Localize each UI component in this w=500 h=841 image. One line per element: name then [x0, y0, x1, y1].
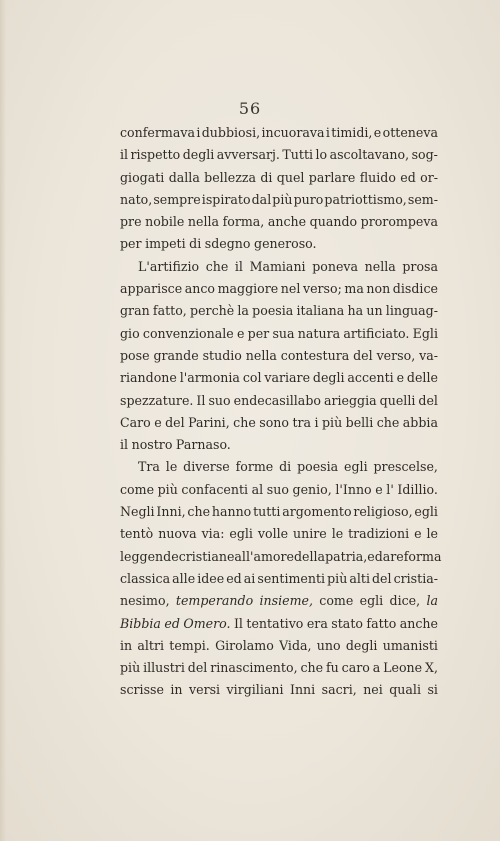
word: Girolamo: [215, 637, 274, 653]
word: degli: [312, 370, 345, 386]
word: poesia: [252, 303, 294, 319]
word: anche: [399, 615, 438, 631]
word: perchè: [190, 303, 235, 319]
word: patria,: [325, 548, 368, 564]
word: suo: [266, 481, 289, 497]
word: dalla: [168, 169, 200, 185]
word: quelli: [379, 392, 416, 408]
word: linguag-: [385, 303, 438, 319]
word: disdice: [392, 281, 438, 297]
word: alti: [349, 570, 370, 586]
text-line: [120, 546, 442, 568]
word: del: [187, 660, 208, 676]
word: le: [331, 526, 344, 542]
word: che: [187, 504, 211, 520]
word: il: [234, 258, 243, 274]
word: variare: [264, 370, 311, 386]
word: Inni,: [156, 504, 186, 520]
word: le: [426, 526, 438, 542]
word: spezzature.: [120, 392, 194, 408]
word: riandone: [120, 370, 177, 386]
word: e: [373, 125, 382, 140]
word: patriottismo,: [324, 191, 407, 207]
word: si: [427, 682, 438, 698]
word: sempre: [153, 191, 201, 207]
word: tra: [292, 414, 312, 430]
text-line: [120, 613, 438, 635]
word: quali: [389, 682, 421, 698]
word: endecasillabo: [233, 392, 321, 408]
word: rinascimento,: [210, 660, 298, 676]
word: fu: [325, 660, 339, 676]
word: che: [300, 660, 324, 676]
word: degli: [182, 147, 215, 163]
word: era: [306, 615, 328, 631]
word: come: [120, 481, 155, 497]
word: prescelse,: [373, 459, 438, 475]
word: la: [237, 303, 249, 319]
text-line: [120, 211, 438, 233]
word: forma,: [222, 214, 265, 230]
word: Parini,: [188, 414, 230, 430]
word: in: [170, 682, 183, 698]
word: Omero.: [183, 615, 231, 631]
word: in: [120, 637, 133, 653]
word: e: [414, 526, 422, 542]
word: nella: [364, 258, 396, 274]
word: hanno: [211, 504, 252, 520]
word: uno: [316, 637, 341, 653]
word: verso;: [302, 281, 342, 297]
word: tempi.: [169, 637, 210, 653]
word: temperando: [175, 593, 254, 609]
word: contestura: [280, 347, 350, 363]
word: rispetto: [130, 147, 181, 163]
word: non: [366, 281, 391, 297]
word: unire: [293, 526, 327, 542]
word: fatto,: [152, 303, 187, 319]
text-line: [120, 590, 438, 612]
word: classica: [120, 570, 171, 586]
word: timidi,: [331, 125, 373, 140]
word: Tra: [138, 459, 160, 475]
word: Negli: [120, 504, 155, 520]
word: un: [366, 303, 383, 319]
word: anche: [267, 214, 307, 230]
word: quel: [276, 169, 305, 185]
word: Vida,: [279, 637, 312, 653]
word: natura: [297, 325, 341, 341]
word: arieggia: [323, 392, 377, 408]
word: e: [236, 325, 245, 341]
word: belli: [345, 414, 374, 430]
text-line: [120, 568, 438, 590]
word: le: [165, 459, 178, 475]
word: Idillio.: [397, 481, 438, 497]
word: nuova: [158, 526, 197, 542]
word: religioso,: [353, 504, 413, 520]
word: sono: [259, 414, 289, 430]
word: della: [293, 548, 326, 564]
page-edge-shadow: [0, 0, 6, 841]
word: artificiato.: [343, 325, 410, 341]
word: i: [314, 414, 319, 430]
word: Tutti: [282, 147, 314, 163]
word: diverse: [183, 459, 230, 475]
word: la: [426, 593, 438, 609]
word: virgiliani: [226, 682, 284, 698]
word: del: [353, 347, 373, 363]
word: sacri,: [321, 682, 357, 698]
word: egli: [344, 459, 368, 475]
word: L'artifizio: [138, 258, 200, 274]
word: argomento: [282, 504, 352, 520]
word: pose: [120, 347, 150, 363]
word: nella: [245, 347, 277, 363]
word: confermava: [120, 125, 195, 140]
word: di: [189, 236, 202, 252]
word: col: [242, 370, 262, 386]
text-line: [120, 122, 438, 144]
word: alle: [172, 570, 196, 586]
word: ed: [400, 169, 416, 185]
word: insieme,: [259, 593, 313, 609]
word: ispirato: [201, 191, 251, 207]
word: del: [165, 414, 185, 430]
word: del: [418, 392, 438, 408]
text-line: [120, 501, 438, 523]
word: nella: [187, 214, 220, 230]
word: gio: [120, 325, 140, 341]
word: poneva: [312, 258, 359, 274]
word: Inni: [289, 682, 316, 698]
text-line: [120, 233, 438, 255]
word: va-: [419, 347, 438, 363]
word: Egli: [412, 325, 438, 341]
text-line: [120, 412, 438, 434]
word: l'Inno: [335, 481, 372, 497]
word: cristia-: [393, 570, 438, 586]
word: che: [205, 258, 229, 274]
text-line: [120, 144, 438, 166]
word: caro: [341, 660, 370, 676]
word: tradizioni: [348, 526, 410, 542]
word: per: [120, 236, 142, 252]
word: dare: [374, 548, 404, 564]
text-line: [120, 679, 438, 701]
word: sem-: [407, 191, 438, 207]
word: grande: [153, 347, 199, 363]
word: via:: [201, 526, 225, 542]
word: sog-: [411, 147, 438, 163]
word: altri: [137, 637, 165, 653]
word: Il: [233, 615, 243, 631]
text-line: [120, 345, 438, 367]
word: quando: [309, 214, 358, 230]
word: gran: [120, 303, 150, 319]
word: nostro: [131, 437, 173, 453]
word: più: [272, 191, 293, 207]
word: più: [321, 414, 343, 430]
word: e: [367, 548, 375, 564]
word: nobile: [145, 214, 185, 230]
word: ma: [344, 281, 364, 297]
word: il: [120, 437, 129, 453]
word: illustri: [143, 660, 185, 676]
word: Leone: [383, 660, 423, 676]
word: ascoltavano,: [329, 147, 410, 163]
word: nei: [363, 682, 383, 698]
text-line: [120, 167, 438, 189]
word: suo: [208, 392, 231, 408]
word: versi: [189, 682, 221, 698]
word: ed: [226, 570, 242, 586]
word: anco: [184, 281, 215, 297]
word: poesia: [297, 459, 339, 475]
word: bellezza: [204, 169, 256, 185]
word: l'armonia: [179, 370, 240, 386]
text-line: [120, 256, 438, 278]
word: più: [157, 481, 178, 497]
text-line: [120, 434, 438, 456]
word: nel: [280, 281, 301, 297]
text-line: [120, 300, 438, 322]
word: Caro: [120, 414, 151, 430]
word: Il: [196, 392, 206, 408]
word: di: [279, 459, 292, 475]
word: il: [120, 147, 129, 163]
text-line: [120, 390, 438, 412]
text-line: [120, 635, 438, 657]
word: Bibbia: [120, 615, 161, 631]
word: fatto: [366, 615, 397, 631]
word: italiana: [296, 303, 345, 319]
word: volle: [257, 526, 289, 542]
word: accenti: [347, 370, 394, 386]
word: al: [251, 481, 264, 497]
word: or-: [420, 169, 438, 185]
word: i: [325, 125, 330, 140]
word: convenzionale: [142, 325, 234, 341]
word: egli: [229, 526, 253, 542]
body-text: [120, 122, 442, 702]
word: sdegno: [204, 236, 251, 252]
word: confacenti: [181, 481, 249, 497]
word: l': [386, 481, 394, 497]
word: fluido: [359, 169, 396, 185]
word: generoso.: [254, 236, 317, 252]
word: prosa: [402, 258, 438, 274]
text-line: [120, 367, 438, 389]
text-line: [120, 657, 438, 679]
word: otteneva: [382, 125, 438, 140]
word: idee: [197, 570, 225, 586]
word: ai: [243, 570, 256, 586]
word: genio,: [292, 481, 332, 497]
word: ed: [164, 615, 180, 631]
word: che: [233, 414, 256, 430]
word: degli: [345, 637, 378, 653]
word: Mamiani: [249, 258, 306, 274]
word: incuorava: [261, 125, 325, 140]
word: studio: [202, 347, 242, 363]
word: ha: [347, 303, 364, 319]
text-line: [120, 456, 438, 478]
word: tentativo: [246, 615, 304, 631]
word: a: [372, 660, 381, 676]
word: nato,: [120, 191, 153, 207]
word: Parnaso.: [175, 437, 231, 453]
word: puro: [293, 191, 324, 207]
word: sua: [272, 325, 295, 341]
word: lo: [315, 147, 328, 163]
word: delle: [406, 370, 438, 386]
word: avversarj.: [216, 147, 280, 163]
text-line: [120, 523, 438, 545]
word: i: [196, 125, 201, 140]
word: apparisce: [120, 281, 183, 297]
word: dice,: [389, 593, 421, 609]
word: cristiane: [178, 548, 235, 564]
word: forme: [235, 459, 274, 475]
word: egli: [359, 593, 384, 609]
word: sentimenti: [257, 570, 326, 586]
word: verso,: [376, 347, 416, 363]
word: del: [372, 570, 392, 586]
text-line: [120, 323, 438, 345]
word: leggende: [120, 548, 179, 564]
word: prorompeva: [360, 214, 438, 230]
page-number: 56: [238, 99, 262, 118]
word: parlare: [308, 169, 356, 185]
word: egli: [414, 504, 438, 520]
word: dal: [251, 191, 272, 207]
word: tutti: [253, 504, 281, 520]
text-line: [120, 278, 438, 300]
word: giogati: [120, 169, 165, 185]
word: più: [120, 660, 141, 676]
word: per: [247, 325, 270, 341]
word: forma: [403, 548, 442, 564]
word: X,: [424, 660, 438, 676]
word: all'amore: [234, 548, 294, 564]
word: che: [376, 414, 400, 430]
word: maggiore: [217, 281, 279, 297]
word: e: [375, 481, 383, 497]
word: come: [319, 593, 354, 609]
word: dubbiosi,: [201, 125, 261, 140]
word: umanisti: [382, 637, 438, 653]
word: tentò: [120, 526, 154, 542]
text-line: [120, 189, 438, 211]
word: di: [260, 169, 273, 185]
word: pre: [120, 214, 142, 230]
word: più: [327, 570, 348, 586]
word: e: [396, 370, 405, 386]
word: scrisse: [120, 682, 164, 698]
word: stato: [331, 615, 363, 631]
word: e: [154, 414, 162, 430]
text-line: [120, 479, 438, 501]
word: nesimo,: [120, 593, 170, 609]
word: abbia: [402, 414, 438, 430]
word: impeti: [145, 236, 186, 252]
